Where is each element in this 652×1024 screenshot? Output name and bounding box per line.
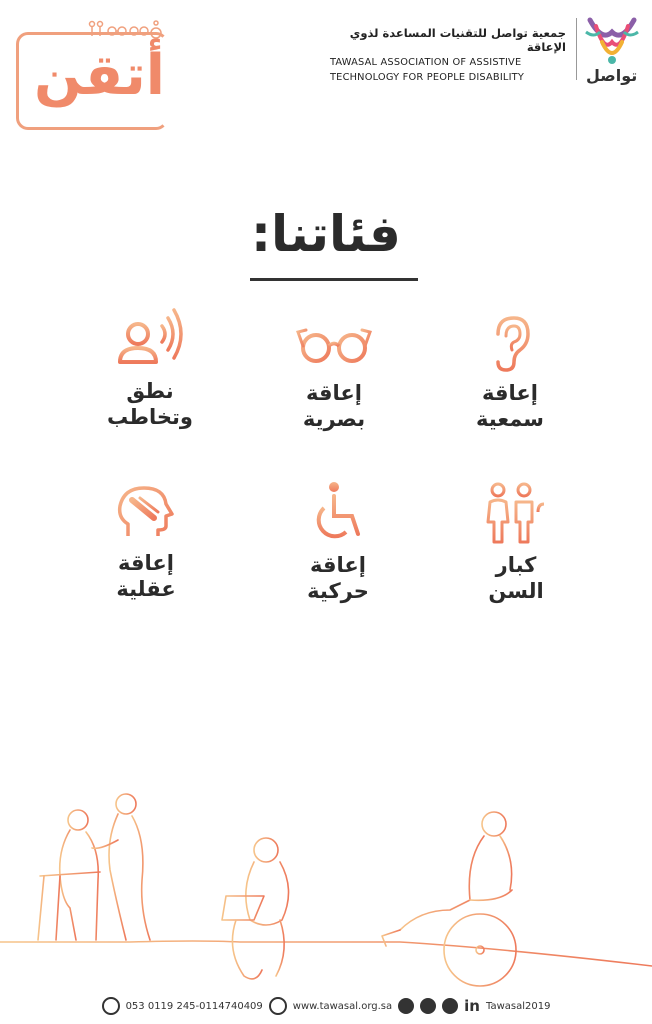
logo-word: أتقن: [34, 43, 165, 108]
org-name-en-2: TECHNOLOGY FOR PEOPLE DISABILITY: [330, 72, 525, 83]
category-visual: [264, 312, 404, 433]
category-label: كبار السن: [488, 553, 544, 604]
category-hearing: [440, 312, 580, 433]
org-header: [330, 26, 566, 84]
footer-phone: 053 0119 245-0114740409: [125, 1000, 263, 1012]
category-label: إعاقة سمعية: [476, 381, 544, 432]
category-speech: [80, 306, 220, 431]
wheelchair-icon: [306, 480, 370, 546]
mini-icons: [86, 20, 164, 40]
footer-handle: Tawasal2019: [485, 1000, 551, 1012]
category-label: إعاقة بصرية: [302, 381, 366, 432]
org-name-en-1: TAWASAL ASSOCIATION OF ASSISTIVE: [330, 57, 522, 68]
category-label: إعاقة عقلية: [116, 551, 176, 602]
category-intellectual: [76, 484, 216, 603]
glasses-icon: [294, 312, 374, 374]
title-underline: [250, 278, 418, 281]
tqn-logo: [16, 22, 164, 126]
org-name-ar: جمعية تواصل للتقنيات المساعدة لذوي الإعاقة: [349, 26, 566, 54]
tawasal-logo: [582, 12, 642, 90]
linkedin-icon[interactable]: in: [464, 997, 480, 1015]
elderly-icon: [478, 482, 554, 546]
category-elderly: [446, 482, 586, 605]
speech-icon: [110, 306, 190, 372]
tawasal-mark-icon: [582, 12, 642, 68]
ear-icon: [480, 312, 540, 374]
category-mobility: [268, 480, 408, 605]
instagram-icon[interactable]: [420, 998, 436, 1014]
footer-website[interactable]: www.tawasal.org.sa: [292, 1000, 393, 1012]
category-label: إعاقة حركية: [307, 553, 369, 604]
youtube-icon[interactable]: [442, 998, 458, 1014]
tawasal-logo-text: تواصل: [586, 66, 638, 85]
category-label: نطق وتخاطب: [107, 379, 193, 430]
twitter-icon[interactable]: [398, 998, 414, 1014]
page-title: فئاتنا:: [251, 205, 401, 263]
globe-icon: [269, 997, 287, 1015]
people-line-illustration: [0, 780, 652, 996]
footer: [0, 994, 652, 1018]
header-divider: [576, 18, 577, 80]
whatsapp-icon[interactable]: [102, 997, 120, 1015]
brain-icon: [114, 484, 178, 544]
